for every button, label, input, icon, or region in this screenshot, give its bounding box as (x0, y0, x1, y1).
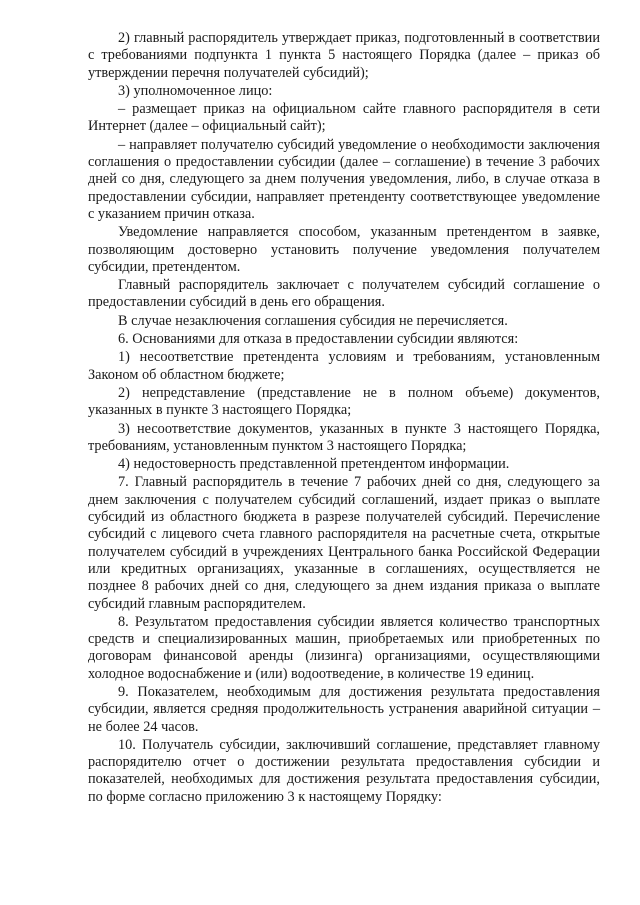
paragraph: 6. Основаниями для отказа в предоставлении субсидии являются: (118, 331, 519, 348)
paragraph: – направляет получателю субсидий уведомление о необходимости заключения соглашения о предоставлении субсидии (далее – соглашение) в течение 3 рабочих дней со дня, следующего за днем получения уведомления, либо, в случае отказа в предоставлении субсидии, направляет претенденту соответствующее уведомление с указанием причин отказа. (88, 136, 600, 222)
paragraph: 2) главный распорядитель утверждает приказ, подготовленный в соответствии с требованиями подпункта 1 пункта 5 настоящего Порядка (далее – приказ об утверждении перечня получателей субсидий); (88, 30, 600, 81)
paragraph: 7. Главный распорядитель в течение 7 рабочих дней со дня, следующего за днем заключения с получателем субсидий соглашений, издает приказ о выплате субсидий из областного бюджета в разрезе получателей субсидий. Перечисление субсидий с лицевого счета главного распорядителя на расчетные счета, открытые получателем субсидий в учреждениях Центрального банка Российской Федерации или кредитных организациях, указанные в соглашениях, осуществляется не позднее 8 рабочих дней со дня, следующего за днем издания приказа о выплате субсидий главным распорядителем. (88, 474, 600, 612)
paragraph: – размещает приказ на официальном сайте главного распорядителя в сети Интернет (далее – официальный сайт); (88, 101, 600, 135)
paragraph: 10. Получатель субсидии, заключивший соглашение, представляет главному распорядителю отчет о достижении результата предоставления субсидии и показателей, необходимых для достижения результата предоставления субсидии, по форме согласно приложению 3 к настоящему Порядку: (88, 736, 600, 805)
paragraph: 1) несоответствие претендента условиям и требованиям, установленным Законом об областном бюджете; (88, 349, 600, 383)
paragraph: Уведомление направляется способом, указанным претендентом в заявке, позволяющим достоверно установить получение уведомления получателем субсидии, претендентом. (88, 224, 600, 275)
paragraph: 8. Результатом предоставления субсидии является количество транспортных средств и специализированных машин, приобретаемых или приобретенных по договорам финансовой аренды (лизинга) организациями, осуществляющими холодное водоснабжение и (или) водоотведение, в количестве 19 единиц. (88, 613, 600, 682)
paragraph: 9. Показателем, необходимым для достижения результата предоставления субсидии, является средняя продолжительность устранения аварийной ситуации – не более 24 часов. (88, 683, 600, 735)
paragraph: В случае незаключения соглашения субсидия не перечисляется. (118, 312, 508, 329)
paragraph: 3) несоответствие документов, указанных в пункте 3 настоящего Порядка, требованиям, установленным пунктом 3 настоящего Порядка; (88, 420, 600, 454)
paragraph: Главный распорядитель заключает с получателем субсидий соглашение о предоставлении субсидий в день его обращения. (88, 277, 600, 311)
paragraph: 3) уполномоченное лицо: (118, 82, 273, 99)
paragraph: 4) недостоверность представленной претендентом информации. (118, 456, 510, 473)
paragraph: 2) непредставление (представление не в полном объеме) документов, указанных в пункте 3 настоящего Порядка; (88, 384, 600, 419)
